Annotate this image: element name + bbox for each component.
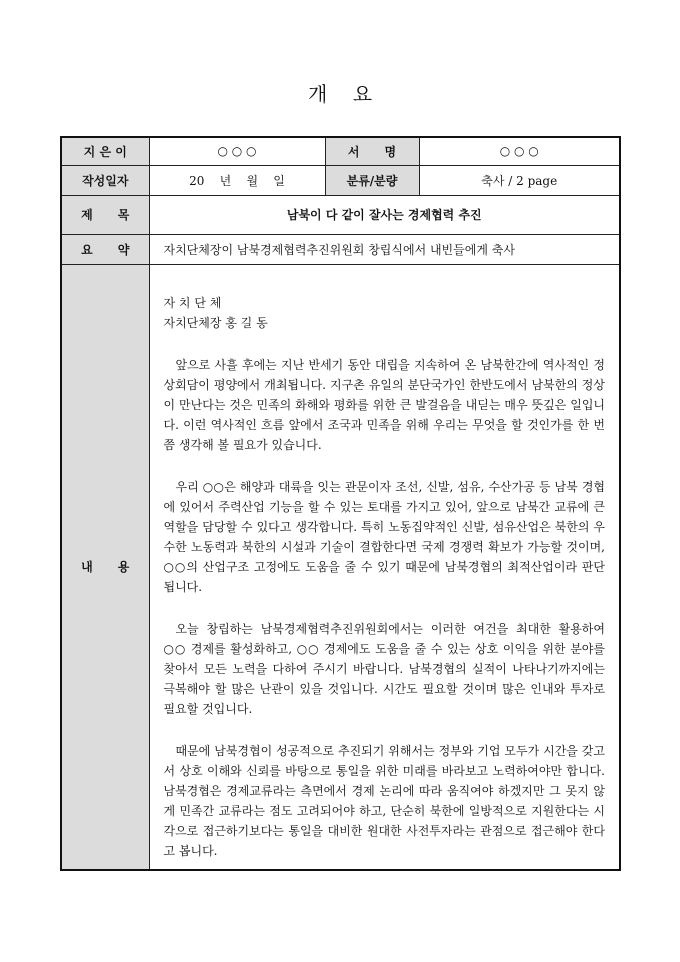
date-label: 작성일자	[61, 165, 149, 195]
content-paragraph: 오늘 창립하는 남북경제협력추진위원회에서는 이러한 여건을 최대한 활용하여 ○○ 경제를 활성화하고, ○○ 경제에도 도움을 줄 수 있는 상호 이익을 위한 분야를 찾아서 모든 노력을 다하여 주시기 바랍니다. 남북경협의 실적이 나타나기까지에는 극복해야 할 많은 난관이 있을 것입니다. 시간도 필요할 것이며 많은 인내와 투자로 필요할 것입니다.	[163, 621, 605, 716]
author-value: ○ ○ ○	[149, 137, 325, 165]
speaker-organization: 자 치 단 체	[163, 295, 222, 310]
summary-label: 요 약	[61, 234, 149, 264]
content-paragraph: 때문에 남북경협이 성공적으로 추진되기 위해서는 정부와 기업 모두가 시간을 갖고서 상호 이해와 신뢰를 바탕으로 통일을 위한 미래를 바라보고 노력하여야만 합니다. 남북경협은 경제교류라는 측면에서 경제 논리에 따라 움직여야 하겠지만 그 못지 않게 민족간 교류라는 점도 고려되어야 하고, 단순히 북한에 일방적으로 지원한다는 시각으로 접근하기보다는 통일을 대비한 원대한 사전투자라는 관점으로 접근해야 한다고 봅니다.	[163, 743, 605, 858]
category-label: 분류/분량	[325, 165, 419, 195]
page-title: 개 요	[307, 82, 373, 106]
content-body	[149, 264, 620, 870]
category-value: 축사 / 2 page	[419, 165, 620, 195]
summary-form-table	[60, 136, 621, 871]
subject-value: 남북이 다 같이 잘사는 경제협력 추진	[149, 195, 620, 234]
subject-label: 제 목	[61, 195, 149, 234]
content-paragraph: 앞으로 사흘 후에는 지난 반세기 동안 대립을 지속하여 온 남북한간에 역사적인 정상회담이 평양에서 개최됩니다. 지구촌 유일의 분단국가인 한반도에서 남북한의 정상이 만난다는 것은 민족의 화해와 평화를 위한 큰 발걸음을 내딛는 매우 뜻깊은 일입니다. 이런 역사적인 흐름 앞에서 조국과 민족을 위해 우리는 무엇을 할 것인가를 한 번쯤 생각해 볼 필요가 있습니다.	[163, 357, 605, 452]
content-paragraph: 우리 ○○은 해양과 대륙을 잇는 관문이자 조선, 신발, 섬유, 수산가공 등 남북 경협에 있어서 주력산업 기능을 할 수 있는 토대를 가지고 있어, 앞으로 남북간 교류에 큰 역할을 담당할 수 있다고 생각합니다. 특히 노동집약적인 신발, 섬유산업은 북한의 우수한 노동력과 북한의 시설과 기술이 결합한다면 국제 경쟁력 확보가 가능할 것이며, ○○의 산업구조 고정에도 도움을 줄 수 있기 때문에 남북경협의 최적산업이라 판단됩니다.	[163, 479, 605, 594]
speaker-name: 자치단체장 홍 길 동	[163, 315, 268, 330]
summary-value: 자치단체장이 남북경제협력추진위원회 창립식에서 내빈들에게 축사	[149, 234, 620, 264]
name-label: 서 명	[325, 137, 419, 165]
author-label: 지 은 이	[61, 137, 149, 165]
name-value: ○ ○ ○	[419, 137, 620, 165]
date-value: 20 년 월 일	[149, 165, 325, 195]
content-label: 내 용	[61, 264, 149, 870]
